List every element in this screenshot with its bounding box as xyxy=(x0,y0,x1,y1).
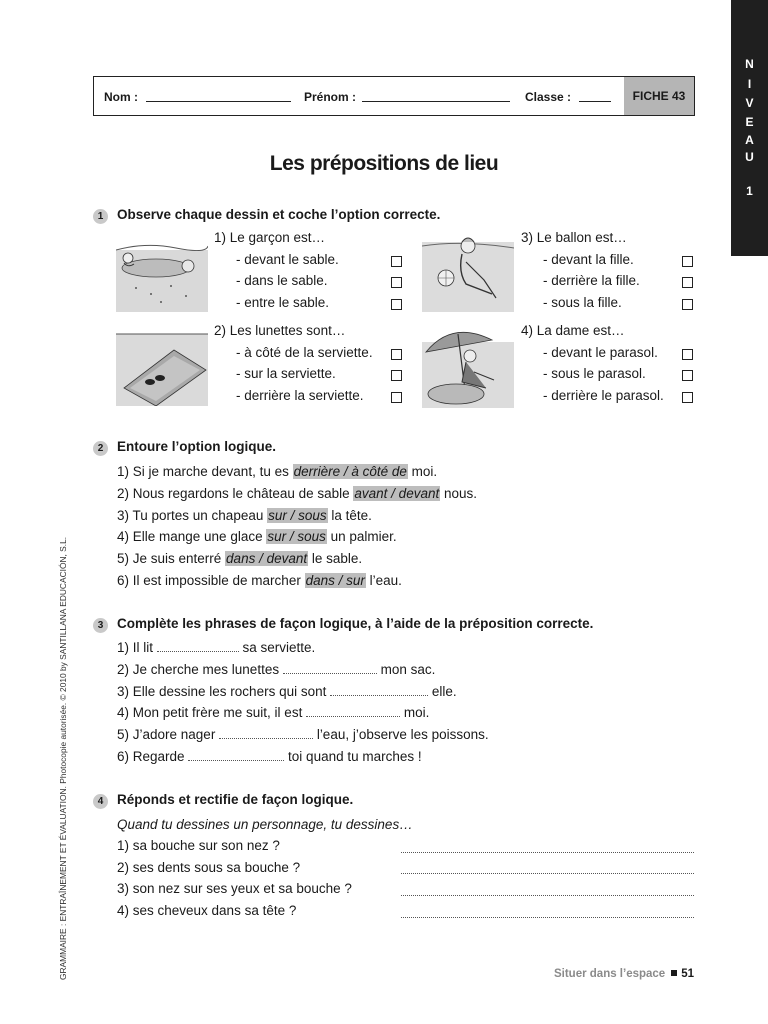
option-label: - à côté de la serviette. xyxy=(236,345,373,360)
sentence-start: 6) Regarde xyxy=(117,749,189,764)
option-checkbox[interactable] xyxy=(682,349,693,360)
choice-options[interactable]: sur / sous xyxy=(268,508,327,523)
sentence-end: sa serviette. xyxy=(238,640,316,655)
prenom-label: Prénom : xyxy=(304,90,357,104)
option-label: - devant le sable. xyxy=(236,252,339,267)
sentence-start: 6) Il est impossible de marcher xyxy=(117,573,305,588)
sentence-start: 2) Nous regardons le château de sable xyxy=(117,486,354,501)
copyright-notice: GRAMMAIRE : ENTRAÎNEMENT ET ÉVALUATION. Photocopie autorisée. © 2010 by SANTILLANA EDUCACIÓN, S.L. xyxy=(58,536,68,980)
exercise-number: 4 xyxy=(93,794,108,809)
blank-field[interactable] xyxy=(283,672,377,674)
option-label: - devant le parasol. xyxy=(543,345,658,360)
option-label: - devant la fille. xyxy=(543,252,634,267)
sentence xyxy=(117,640,315,655)
illustration-lady-parasol xyxy=(422,322,514,408)
question: 4) ses cheveux dans sa tête ? xyxy=(117,903,297,918)
sentence-start: 4) Elle mange une glace xyxy=(117,529,267,544)
question: 3) son nez sur ses yeux et sa bouche ? xyxy=(117,881,352,896)
sentence xyxy=(117,486,477,501)
fiche-number: FICHE 43 xyxy=(624,77,694,115)
blank-field[interactable] xyxy=(219,737,313,739)
choice-options[interactable]: sur / sous xyxy=(267,529,326,544)
option-label: - entre le sable. xyxy=(236,295,330,310)
answer-line[interactable] xyxy=(401,917,694,918)
option-checkbox[interactable] xyxy=(391,349,402,360)
blank-field[interactable] xyxy=(188,759,284,761)
option-checkbox[interactable] xyxy=(391,299,402,310)
question: 2) ses dents sous sa bouche ? xyxy=(117,860,301,875)
exercise-instruction: Entoure l’option logique. xyxy=(117,439,276,454)
option-label: - sur la serviette. xyxy=(236,366,336,381)
exercise-intro: Quand tu dessines un personnage, tu dessines… xyxy=(117,817,413,832)
sentence-end: mon sac. xyxy=(376,662,436,677)
level-tab-letter: A xyxy=(745,133,754,147)
sentence xyxy=(117,705,429,720)
sentence xyxy=(117,662,435,677)
student-info-header xyxy=(93,76,695,116)
sentence xyxy=(117,551,362,566)
exercise-number: 3 xyxy=(93,618,108,633)
classe-label: Classe : xyxy=(525,90,572,104)
choice-options[interactable]: dans / sur xyxy=(305,573,365,588)
question-label: 2) Les lunettes sont… xyxy=(214,323,346,338)
option-checkbox[interactable] xyxy=(682,370,693,381)
sentence-start: 5) J’adore nager xyxy=(117,727,220,742)
nom-field[interactable] xyxy=(146,101,291,102)
exercise-number: 2 xyxy=(93,441,108,456)
level-tab-letter: N xyxy=(745,57,754,71)
sentence-end: un palmier. xyxy=(326,529,397,544)
page-footer xyxy=(554,968,694,980)
option-label: - derrière la serviette. xyxy=(236,388,364,403)
sentence xyxy=(117,573,402,588)
choice-options[interactable]: avant / devant xyxy=(354,486,440,501)
option-label: - derrière la fille. xyxy=(543,273,640,288)
sentence xyxy=(117,508,372,523)
sentence-end: l’eau, j’observe les poissons. xyxy=(313,727,489,742)
sentence-end: le sable. xyxy=(308,551,363,566)
option-checkbox[interactable] xyxy=(391,256,402,267)
answer-line[interactable] xyxy=(401,852,694,853)
option-label: - sous le parasol. xyxy=(543,366,646,381)
choice-options[interactable]: derrière / à côté de xyxy=(293,464,407,479)
level-tab-letter: E xyxy=(745,115,754,129)
sentence xyxy=(117,684,457,699)
square-bullet-icon xyxy=(671,970,677,976)
answer-line[interactable] xyxy=(401,895,694,896)
sentence xyxy=(117,727,489,742)
illustration-towel-glasses xyxy=(116,326,208,406)
sentence-end: moi. xyxy=(400,705,430,720)
sentence xyxy=(117,749,422,764)
option-checkbox[interactable] xyxy=(391,392,402,403)
choice-options[interactable]: dans / devant xyxy=(226,551,308,566)
classe-field[interactable] xyxy=(579,101,611,102)
option-checkbox[interactable] xyxy=(682,256,693,267)
question: 1) sa bouche sur son nez ? xyxy=(117,838,280,853)
exercise-instruction: Observe chaque dessin et coche l’option correcte. xyxy=(117,207,441,222)
nom-label: Nom : xyxy=(104,90,138,104)
option-checkbox[interactable] xyxy=(682,299,693,310)
sentence-start: 1) Il lit xyxy=(117,640,157,655)
level-tab xyxy=(731,0,768,256)
sentence-end: elle. xyxy=(428,684,457,699)
blank-field[interactable] xyxy=(330,694,428,696)
option-checkbox[interactable] xyxy=(682,392,693,403)
level-tab-number: 1 xyxy=(746,184,753,198)
sentence-start: 3) Elle dessine les rochers qui sont xyxy=(117,684,331,699)
blank-field[interactable] xyxy=(157,650,239,652)
level-tab-letter: I xyxy=(747,77,752,91)
sentence-start: 3) Tu portes un chapeau xyxy=(117,508,268,523)
option-label: - dans le sable. xyxy=(236,273,328,288)
option-checkbox[interactable] xyxy=(682,277,693,288)
sentence-start: 4) Mon petit frère me suit, il est xyxy=(117,705,307,720)
exercise-instruction: Réponds et rectifie de façon logique. xyxy=(117,792,354,807)
blank-field[interactable] xyxy=(306,715,400,717)
option-checkbox[interactable] xyxy=(391,277,402,288)
answer-line[interactable] xyxy=(401,873,694,874)
sentence xyxy=(117,529,397,544)
prenom-field[interactable] xyxy=(362,101,510,102)
option-label: - derrière le parasol. xyxy=(543,388,664,403)
question-label: 3) Le ballon est… xyxy=(521,230,627,245)
level-tab-letter: V xyxy=(745,96,754,110)
question-label: 1) Le garçon est… xyxy=(214,230,326,245)
sentence xyxy=(117,464,437,479)
exercise-number: 1 xyxy=(93,209,108,224)
illustration-boy-sand xyxy=(116,236,208,312)
level-tab-letter: U xyxy=(745,150,754,164)
option-label: - sous la fille. xyxy=(543,295,622,310)
sentence-end: l’eau. xyxy=(365,573,402,588)
sentence-end: moi. xyxy=(407,464,438,479)
illustration-girl-ball xyxy=(422,232,514,312)
exercise-instruction: Complète les phrases de façon logique, à l’aide de la préposition correcte. xyxy=(117,616,594,631)
sentence-start: 5) Je suis enterré xyxy=(117,551,226,566)
sentence-end: nous. xyxy=(440,486,477,501)
sentence-start: 2) Je cherche mes lunettes xyxy=(117,662,283,677)
page-title: Les prépositions de lieu xyxy=(269,152,499,175)
question-label: 4) La dame est… xyxy=(521,323,625,338)
section-name: Situer dans l’espace xyxy=(553,968,666,980)
sentence-start: 1) Si je marche devant, tu es xyxy=(117,464,293,479)
option-checkbox[interactable] xyxy=(391,370,402,381)
page-number: 51 xyxy=(681,968,694,980)
sentence-end: toi quand tu marches ! xyxy=(284,749,422,764)
sentence-end: la tête. xyxy=(327,508,372,523)
